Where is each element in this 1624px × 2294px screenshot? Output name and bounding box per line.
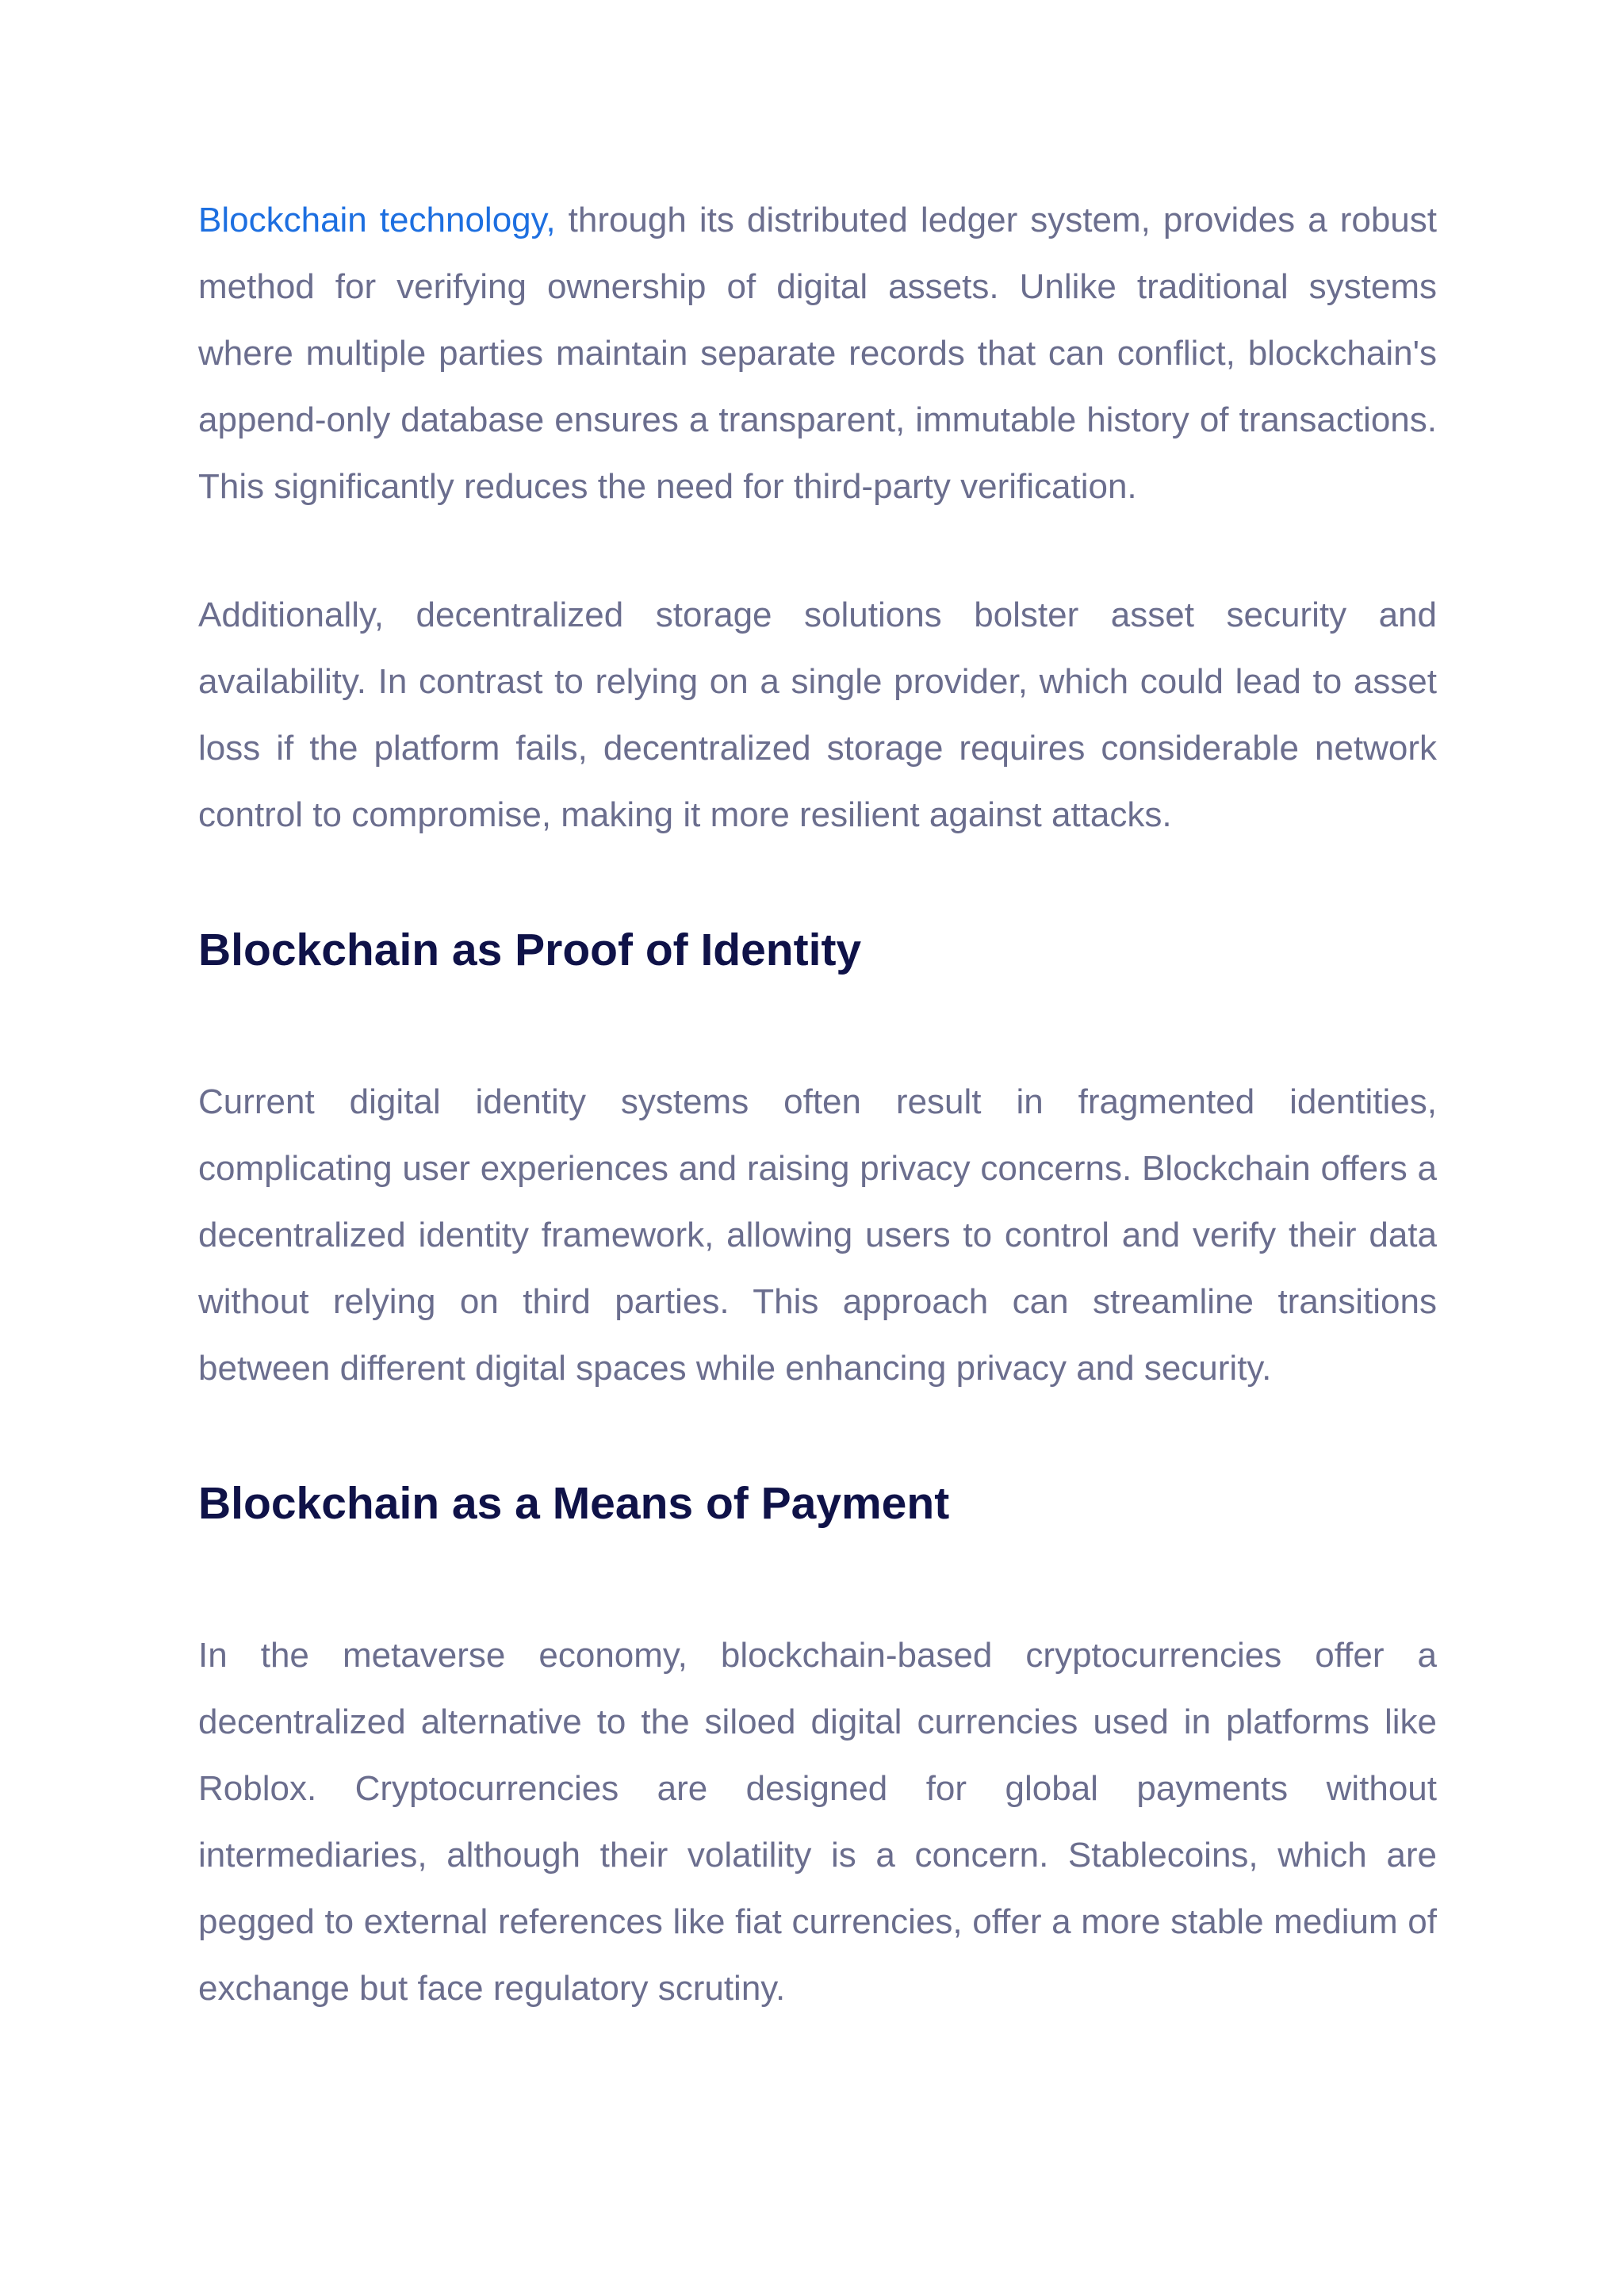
heading-means-of-payment: Blockchain as a Means of Payment (198, 1478, 950, 1529)
document-page (198, 187, 1437, 2022)
paragraph-decentralized-storage: Additionally, decentralized storage solutions bolster asset security and availability. In contrast to relying on a single provider, which could lead to asset loss if the platform fails, decentralized storage requires considerable network control to compromise, making it more resilient against attacks. (198, 596, 1437, 834)
paragraph-digital-identity: Current digital identity systems often result in fragmented identities, complicating user experiences and raising privacy concerns. Blockchain offers a decentralized identity framework, allowing users to control and verify their data without relying on third parties. This approach can streamline transitions between different digital spaces while enhancing privacy and security. (198, 1082, 1437, 1388)
blockchain-technology-link[interactable]: Blockchain technology, (198, 201, 556, 239)
paragraph-text: through its distributed ledger system, provides a robust method for verifying ownership of digital assets. Unlike traditional systems where multiple parties maintain separate records that can conflict, blockchain's append-only database ensures a transparent, immutable history of transactions. This significantly reduces the need for third-party verification. (198, 201, 1437, 506)
heading-proof-of-identity: Blockchain as Proof of Identity (198, 925, 862, 975)
paragraph-payments: In the metaverse economy, blockchain-based cryptocurrencies offer a decentralized alternative to the siloed digital currencies used in platforms like Roblox. Cryptocurrencies are designed for global payments without intermediaries, although their volatility is a concern. Stablecoins, which are pegged to external references like fiat currencies, offer a more stable medium of exchange but face regulatory scrutiny. (198, 1636, 1437, 2008)
paragraph-blockchain-ownership (198, 187, 1437, 520)
